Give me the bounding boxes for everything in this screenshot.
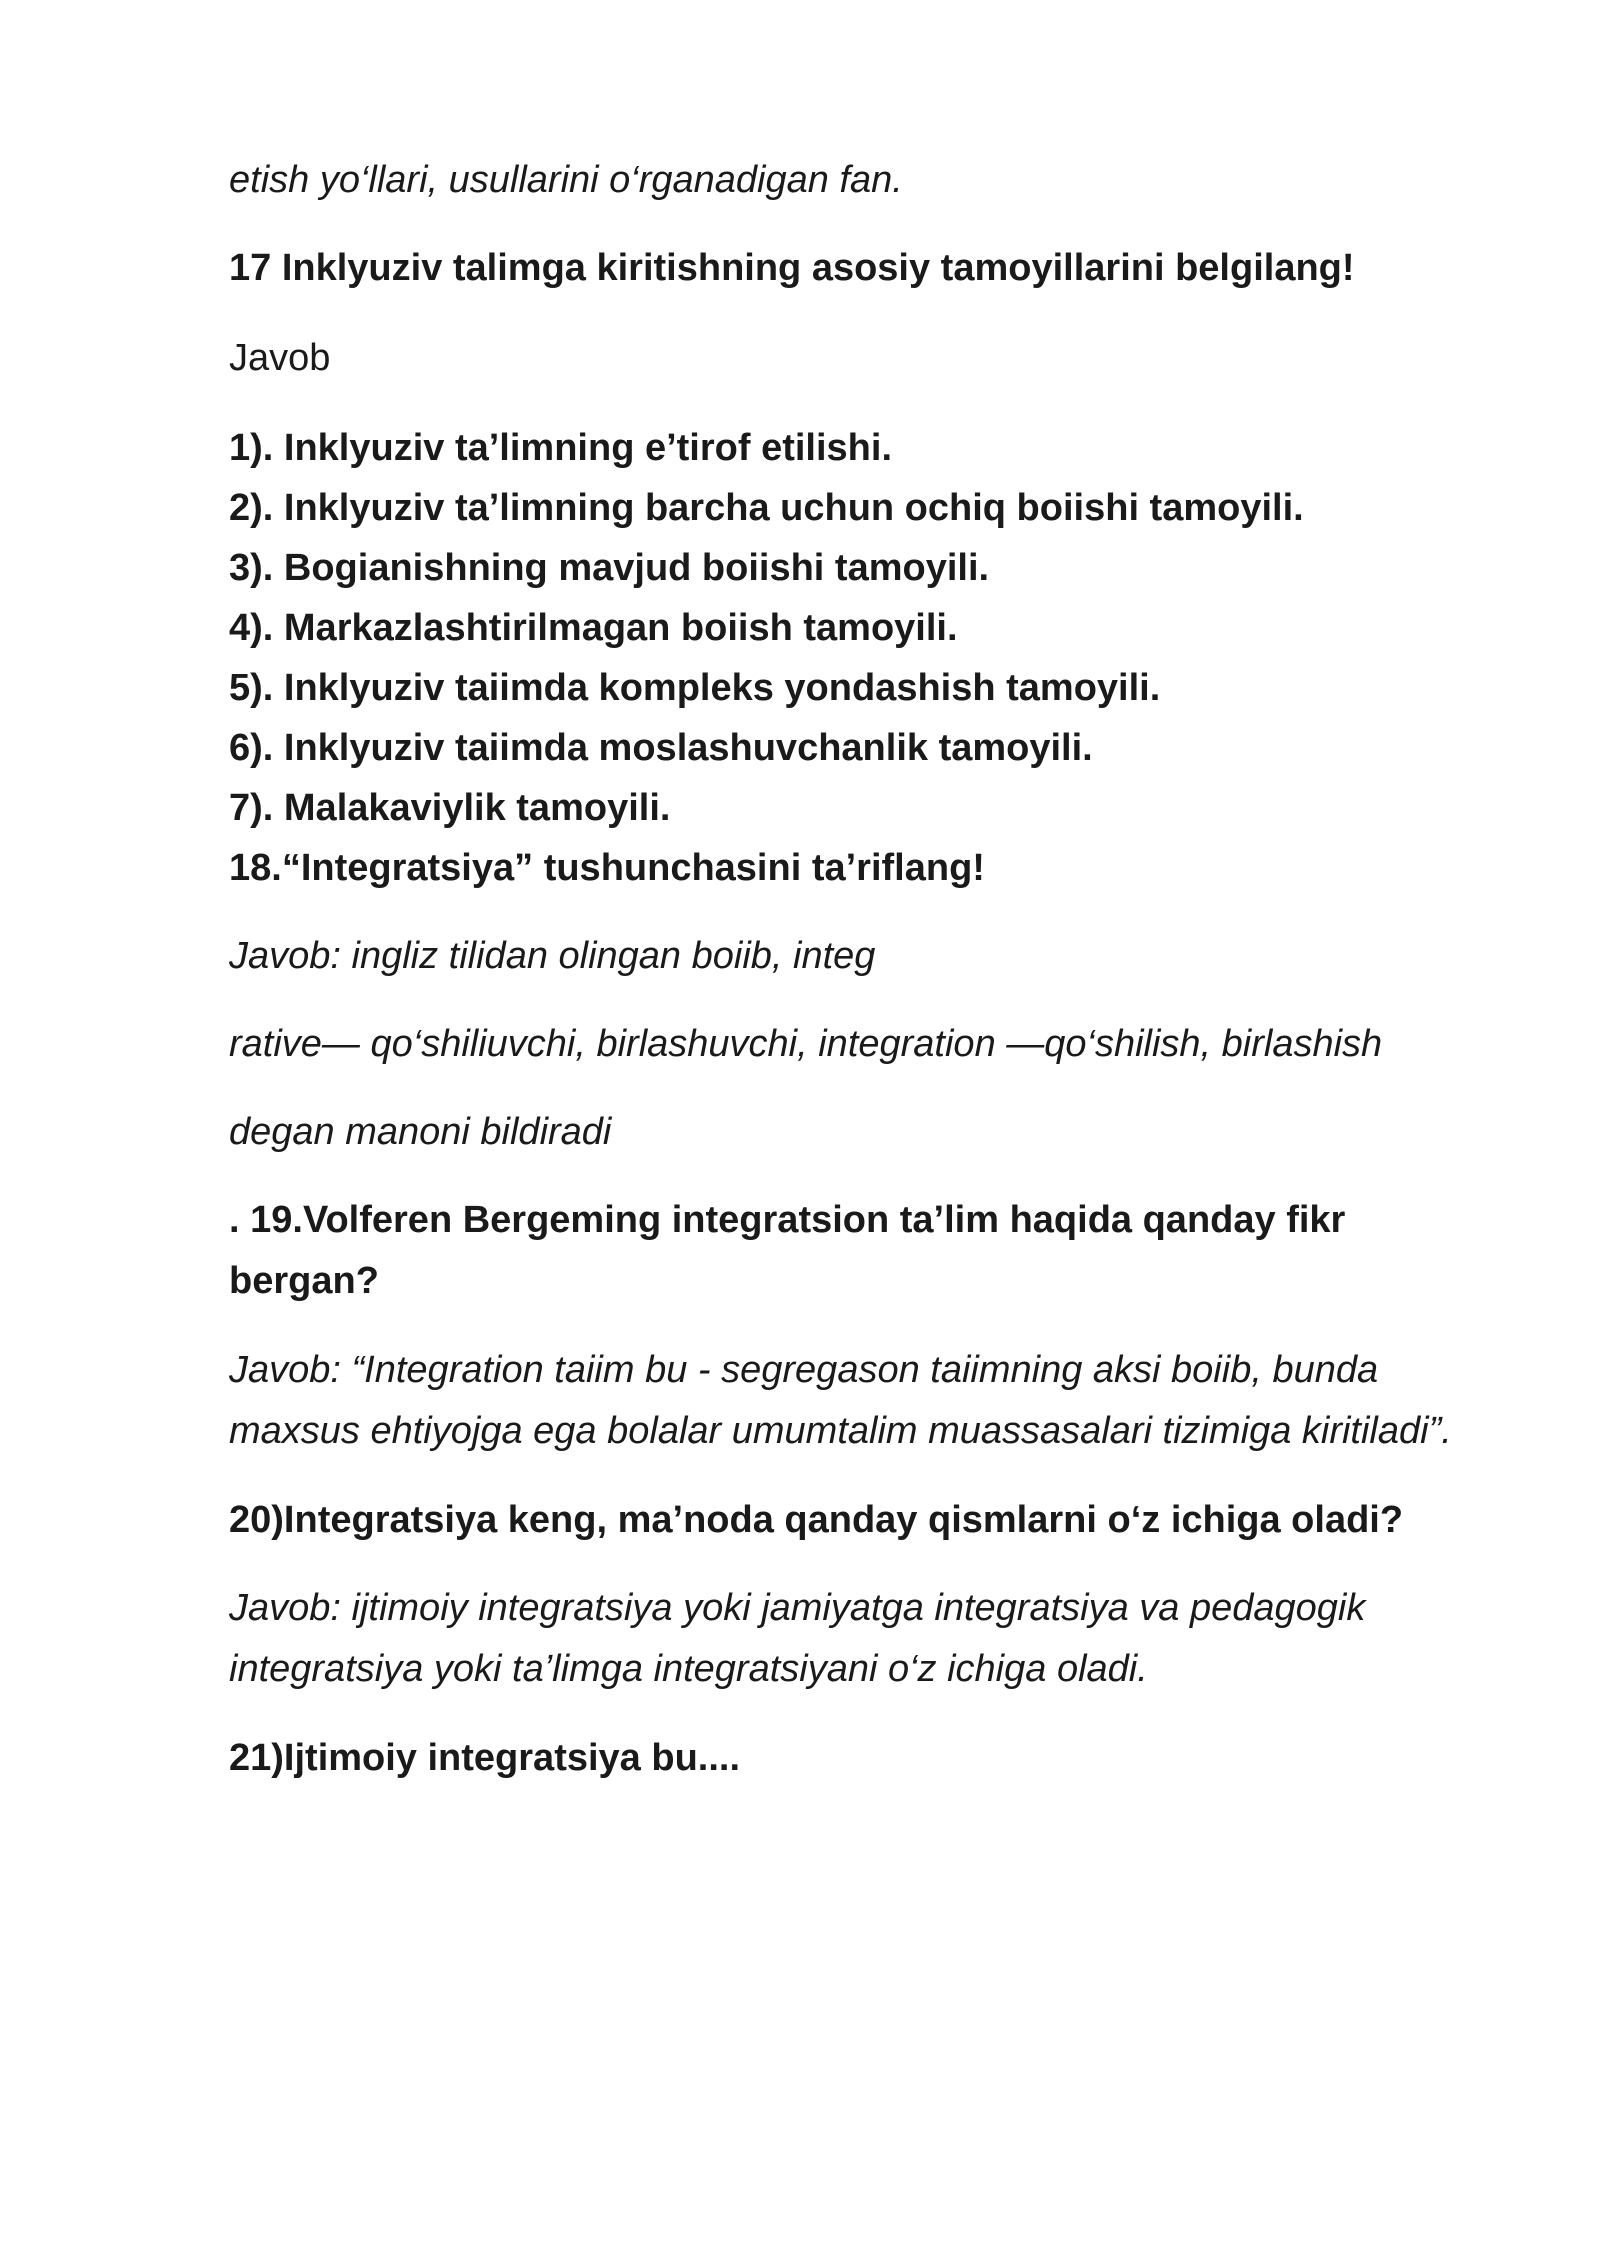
document-body	[229, 150, 1489, 1788]
answer-18-line-3: degan manoni bildiradi	[229, 1111, 612, 1153]
question-17: 17 Inklyuziv talimga kiritishning asosiy tamoyillarini belgilang!	[229, 247, 1355, 289]
answer-20: Javob: ijtimoiy integratsiya yoki jamiyatga integratsiya va pedagogik integratsiya yoki ta’limga integratsiyani o‘z ichiga oladi.	[229, 1587, 1366, 1690]
question-19: . 19.Volferen Bergeming integratsion ta’lim haqida qanday fikr bergan?	[229, 1199, 1346, 1302]
answer-18-line-2: rative— qo‘shiliuvchi, birlashuvchi, integration —qo‘shilish, birlashish	[229, 1023, 1383, 1065]
question-21: 21)Ijtimoiy integratsiya bu....	[229, 1737, 741, 1779]
principle-item-6: 6). Inklyuziv taiimda moslashuvchanlik tamoyili.	[229, 727, 1093, 769]
question-18: 18.“Integratsiya” tushunchasini ta’riflang!	[229, 847, 985, 889]
principle-item-5: 5). Inklyuziv taiimda kompleks yondashish tamoyili.	[229, 667, 1161, 709]
question-20: 20)Integratsiya keng, ma’noda qanday qismlarni o‘z ichiga oladi?	[229, 1499, 1404, 1541]
principle-item-3: 3). Bogianishning mavjud boiishi tamoyili.	[229, 547, 990, 589]
principle-item-7: 7). Malakaviylik tamoyili.	[229, 787, 671, 829]
principle-item-2: 2). Inklyuziv ta’limning barcha uchun ochiq boiishi tamoyili.	[229, 487, 1304, 529]
answer-label: Javob	[229, 337, 331, 379]
principle-item-1: 1). Inklyuziv ta’limning e’tirof etilishi.	[229, 427, 892, 469]
principle-item-4: 4). Markazlashtirilmagan boiish tamoyili.	[229, 607, 958, 649]
answer-19: Javob: “Integration taiim bu - segregason taiimning aksi boiib, bunda maxsus ehtiyojga ega bolalar umumtalim muassasalari tizimiga kiritiladi”.	[229, 1349, 1452, 1452]
answer-18-line-1: Javob: ingliz tilidan olingan boiib, integ	[229, 935, 876, 977]
answer-continuation: etish yo‘llari, usullarini o‘rganadigan fan.	[229, 159, 903, 201]
